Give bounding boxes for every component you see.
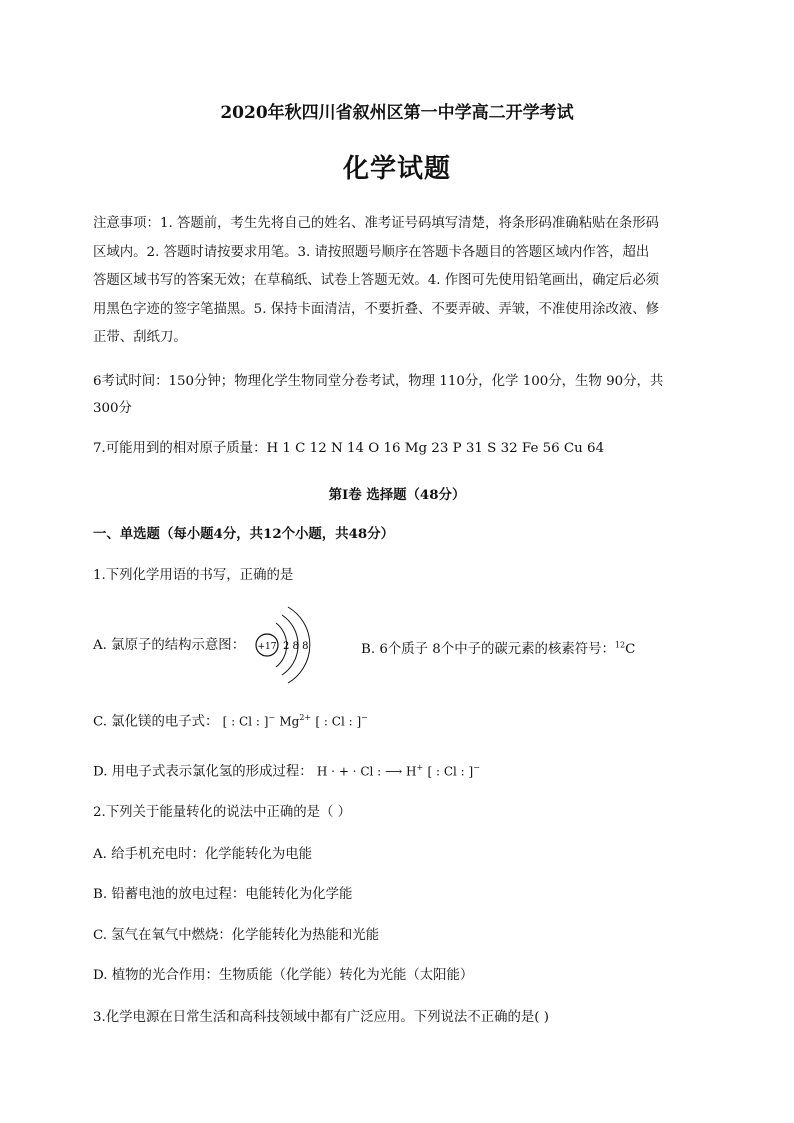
question-3-stem: 3.化学电源在日常生活和高科技领域中都有广泛应用。下列说法不正确的是( ): [93, 1010, 549, 1025]
option-c-label: C. 氯化镁的电子式：: [93, 714, 219, 730]
notes-line-1: 注意事项：1. 答题前，考生先将自己的姓名、准考证号码填写清楚，将条形码准确粘贴在条形码: [93, 216, 660, 231]
subject-title: 化学试题: [342, 154, 451, 184]
chloride-charge-left: −: [268, 713, 276, 722]
mgcl2-left-chloride: [ : Cl : ]: [222, 714, 269, 729]
question-1-option-d: [93, 763, 701, 781]
exam-title: 2020年秋四川省叙州区第一中学高二开学考试: [220, 103, 574, 123]
option-b-label: B. 6个质子 8个中子的碳元素的核素符号：: [361, 642, 615, 657]
chloride-charge: −: [473, 763, 480, 772]
option-a-label: A. 氯原子的结构示意图：: [93, 638, 246, 653]
part-heading: 一、单选题（每小题4分，共12个小题，共48分）: [93, 526, 395, 542]
magnesium-ion: Mg: [279, 714, 300, 729]
question-2-option-a: A. 给手机充电时：化学能转化为电能: [93, 847, 313, 862]
electron-shells: 2 8 8: [283, 641, 309, 652]
magnesium-charge: 2+: [299, 713, 312, 722]
notes-line-3: 答题区域书写的答案无效；在草稿纸、试卷上答题无效。4. 作图可先使用铅笔画出，确定后必须: [93, 273, 660, 288]
question-2-option-c: C. 氢气在氧气中燃烧：化学能转化为热能和光能: [93, 928, 380, 943]
notes-line-5: 正带、刮纸刀。: [93, 330, 187, 345]
question-2-option-b: B. 铅蓄电池的放电过程：电能转化为化学能: [93, 887, 353, 902]
question-2-stem: 2.下列关于能量转化的说法中正确的是（ ）: [93, 805, 352, 820]
notes-line-7: 300分: [93, 401, 132, 416]
notes-line-8: 7.可能用到的相对原子质量：H 1 C 12 N 14 O 16 Mg 23 P 31 S 32 Fe 56 Cu 64: [93, 441, 605, 456]
hcl-formation-formula: H · + · Cl : ⟶ H: [316, 764, 417, 779]
question-1-option-b: [361, 638, 635, 657]
notes-line-2: 区域内。2. 答题时请按要求用笔。3. 请按照题号顺序在答题卡各题目的答题区域内作答，超出: [93, 245, 650, 260]
hydrogen-charge: +: [416, 763, 424, 772]
notes-line-6: 6考试时间：150分钟；物理化学生物同堂分卷考试，物理 110分，化学 100分，生物 90分，共: [93, 374, 664, 389]
carbon-symbol: C: [625, 642, 636, 657]
question-1-option-c: [93, 713, 701, 731]
question-2-option-d: D. 植物的光合作用：生物质能（化学能）转化为光能（太阳能）: [93, 968, 474, 983]
notes-line-4: 用黑色字迹的签字笔描黑。5. 保持卡面清洁，不要折叠、不要弄破、弄皱，不准使用涂改液、修: [93, 302, 660, 317]
nucleus-charge: +17: [257, 642, 277, 652]
mgcl2-right-chloride: [ : Cl : ]: [315, 714, 362, 729]
hcl-chloride: [ : Cl : ]: [427, 764, 474, 779]
volume-heading: 第Ⅰ卷 选择题（48分）: [328, 487, 466, 503]
question-1-stem: 1.下列化学用语的书写，正确的是: [93, 568, 294, 583]
mass-number: 12: [614, 640, 626, 650]
chlorine-atom-structure-diagram: [252, 603, 332, 687]
option-d-label: D. 用电子式表示氯化氢的形成过程：: [93, 764, 313, 780]
chloride-charge-right: −: [361, 713, 368, 722]
